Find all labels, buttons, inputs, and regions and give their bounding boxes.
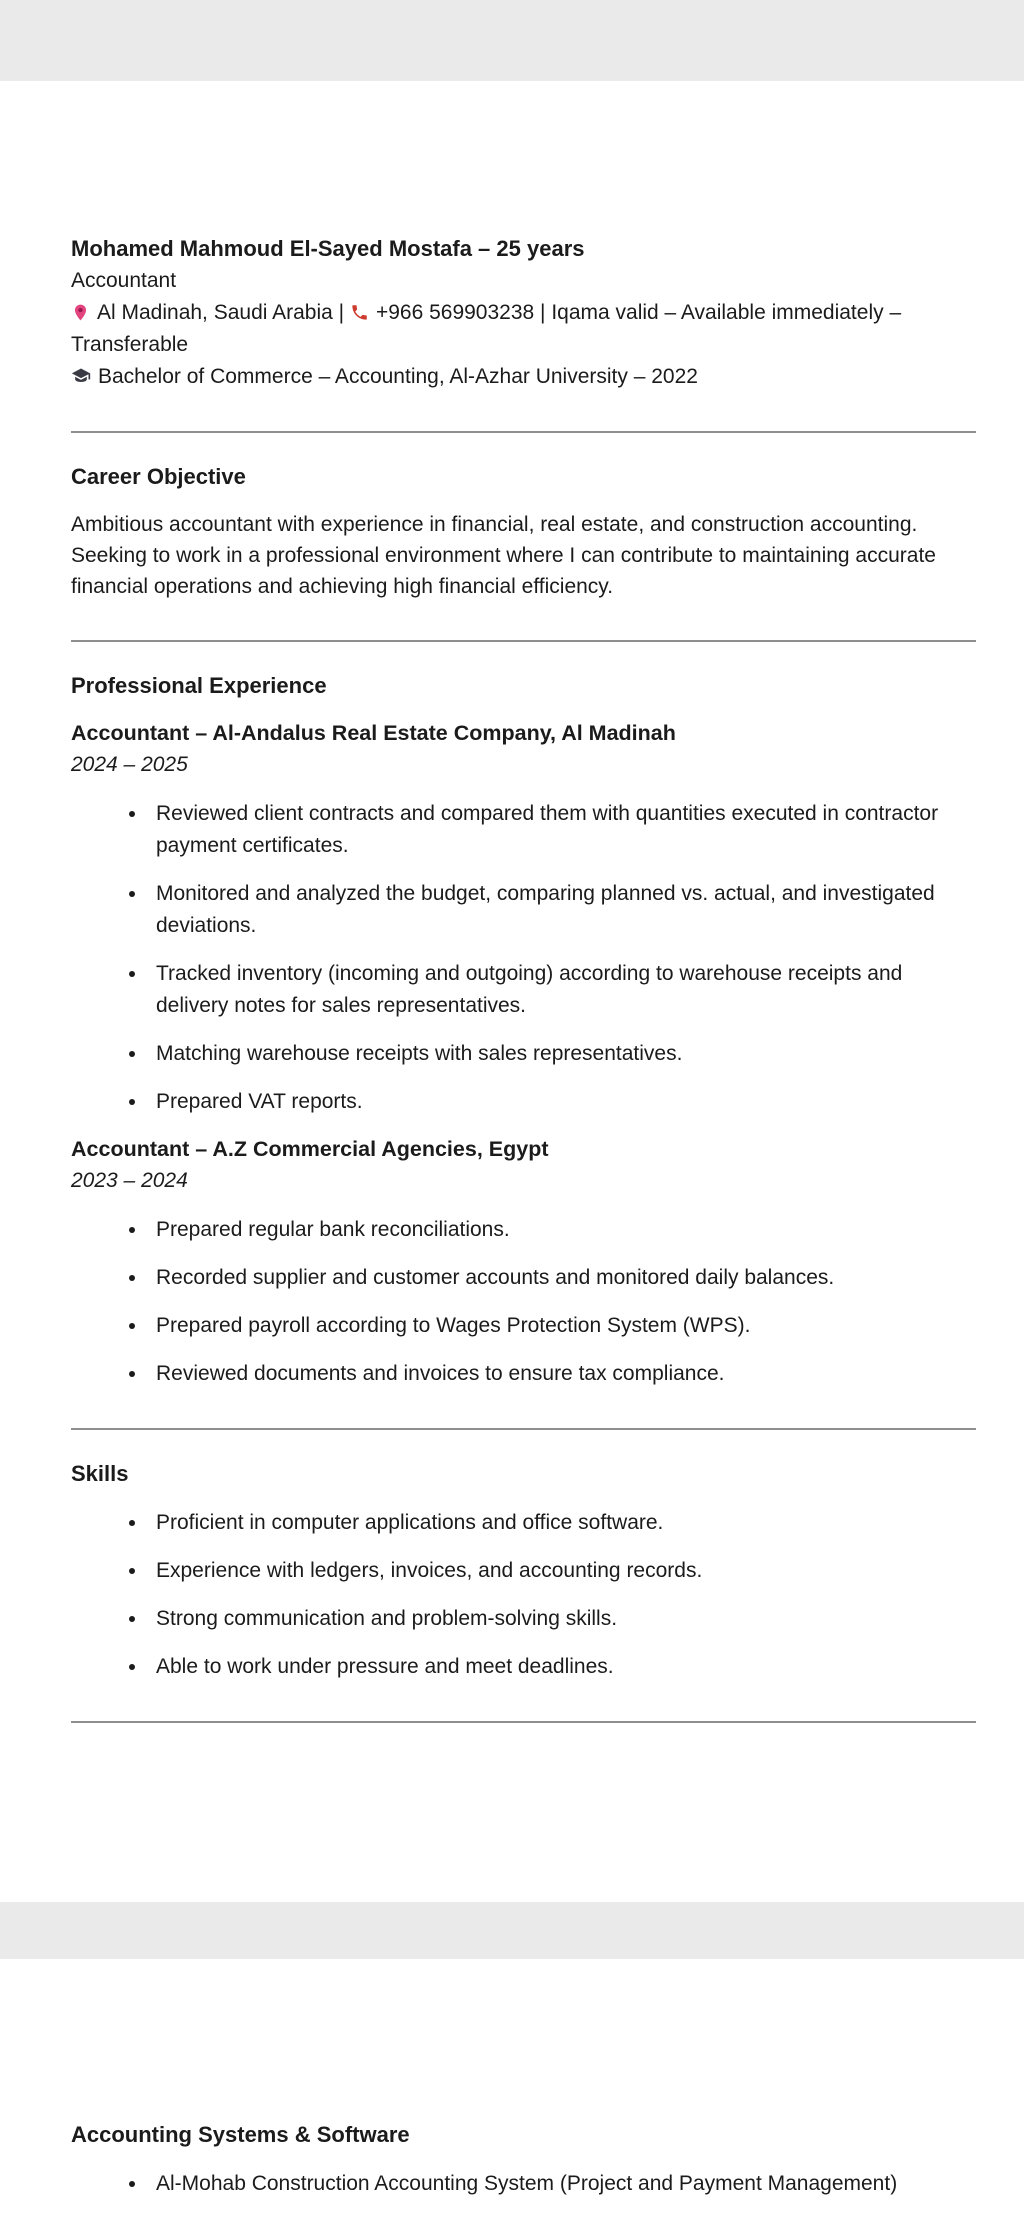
bullet-item: • Reviewed client contracts and compared them with quantities executed in contractor payment certificates.: [148, 798, 976, 862]
bullet-item: • Reviewed documents and invoices to ensure tax compliance.: [148, 1358, 976, 1390]
section-title-accounting-systems: Accounting Systems & Software: [71, 2122, 410, 2147]
section-title-professional-experience: Professional Experience: [71, 673, 327, 698]
section-divider: [71, 431, 976, 433]
contact-line: [71, 297, 976, 361]
bullet-item: • Experience with ledgers, invoices, and accounting records.: [148, 1555, 976, 1587]
bullet-item: • Al-Mohab Construction Accounting System (Project and Payment Management): [148, 2168, 976, 2200]
location-pin-icon: [71, 303, 90, 322]
graduation-cap-icon: [71, 366, 91, 386]
job-bullets-al-andalus: [71, 798, 976, 1118]
bullet-item: • Able to work under pressure and meet deadlines.: [148, 1651, 976, 1683]
phone-icon: [350, 303, 369, 322]
candidate-name: Mohamed Mahmoud El-Sayed Mostafa – 25 years: [71, 236, 585, 261]
section-divider: [71, 640, 976, 642]
bullet-item: • Prepared regular bank reconciliations.: [148, 1214, 976, 1246]
section-divider: [71, 1428, 976, 1430]
section-divider: [71, 1721, 976, 1723]
job-dates-al-andalus: 2024 – 2025: [71, 753, 188, 776]
phone-availability-text: +966 569903238 | Iqama valid – Available immediately – Transferable: [71, 301, 902, 356]
section-title-skills: Skills: [71, 1461, 129, 1486]
location-text: Al Madinah, Saudi Arabia |: [97, 301, 345, 324]
resume-page-2: [0, 1959, 1024, 2218]
section-title-career-objective: Career Objective: [71, 464, 246, 489]
job-title-az-commercial: Accountant – A.Z Commercial Agencies, Egypt: [71, 1137, 549, 1161]
bullet-item: • Monitored and analyzed the budget, comparing planned vs. actual, and investigated deviations.: [148, 878, 976, 942]
education-text: Bachelor of Commerce – Accounting, Al-Azhar University – 2022: [98, 365, 698, 388]
bullet-item: • Proficient in computer applications and office software.: [148, 1507, 976, 1539]
job-bullets-az-commercial: [71, 1214, 976, 1390]
job-dates-az-commercial: 2023 – 2024: [71, 1169, 188, 1192]
accounting-systems-bullets: [71, 2168, 976, 2200]
bullet-item: • Strong communication and problem-solving skills.: [148, 1603, 976, 1635]
resume-header: [71, 233, 976, 393]
bullet-item: • Tracked inventory (incoming and outgoing) according to warehouse receipts and delivery notes for sales representatives.: [148, 958, 976, 1022]
resume-page-1: [0, 81, 1024, 1902]
bullet-item: • Prepared payroll according to Wages Protection System (WPS).: [148, 1310, 976, 1342]
bullet-item: • Matching warehouse receipts with sales representatives.: [148, 1038, 976, 1070]
page-margin-top: [0, 0, 1024, 81]
job-title-al-andalus: Accountant – Al-Andalus Real Estate Company, Al Madinah: [71, 721, 676, 745]
page-gap: [0, 1902, 1024, 1959]
education-line: [71, 361, 976, 393]
bullet-item: • Prepared VAT reports.: [148, 1086, 976, 1118]
candidate-job-title: Accountant: [71, 269, 177, 292]
career-objective-text: Ambitious accountant with experience in financial, real estate, and construction accounting. Seeking to work in a professional environment where I can contribute to maintaining accurate financial operations and achieving high financial efficiency.: [71, 513, 936, 598]
skills-bullets: [71, 1507, 976, 1683]
bullet-item: • Recorded supplier and customer accounts and monitored daily balances.: [148, 1262, 976, 1294]
